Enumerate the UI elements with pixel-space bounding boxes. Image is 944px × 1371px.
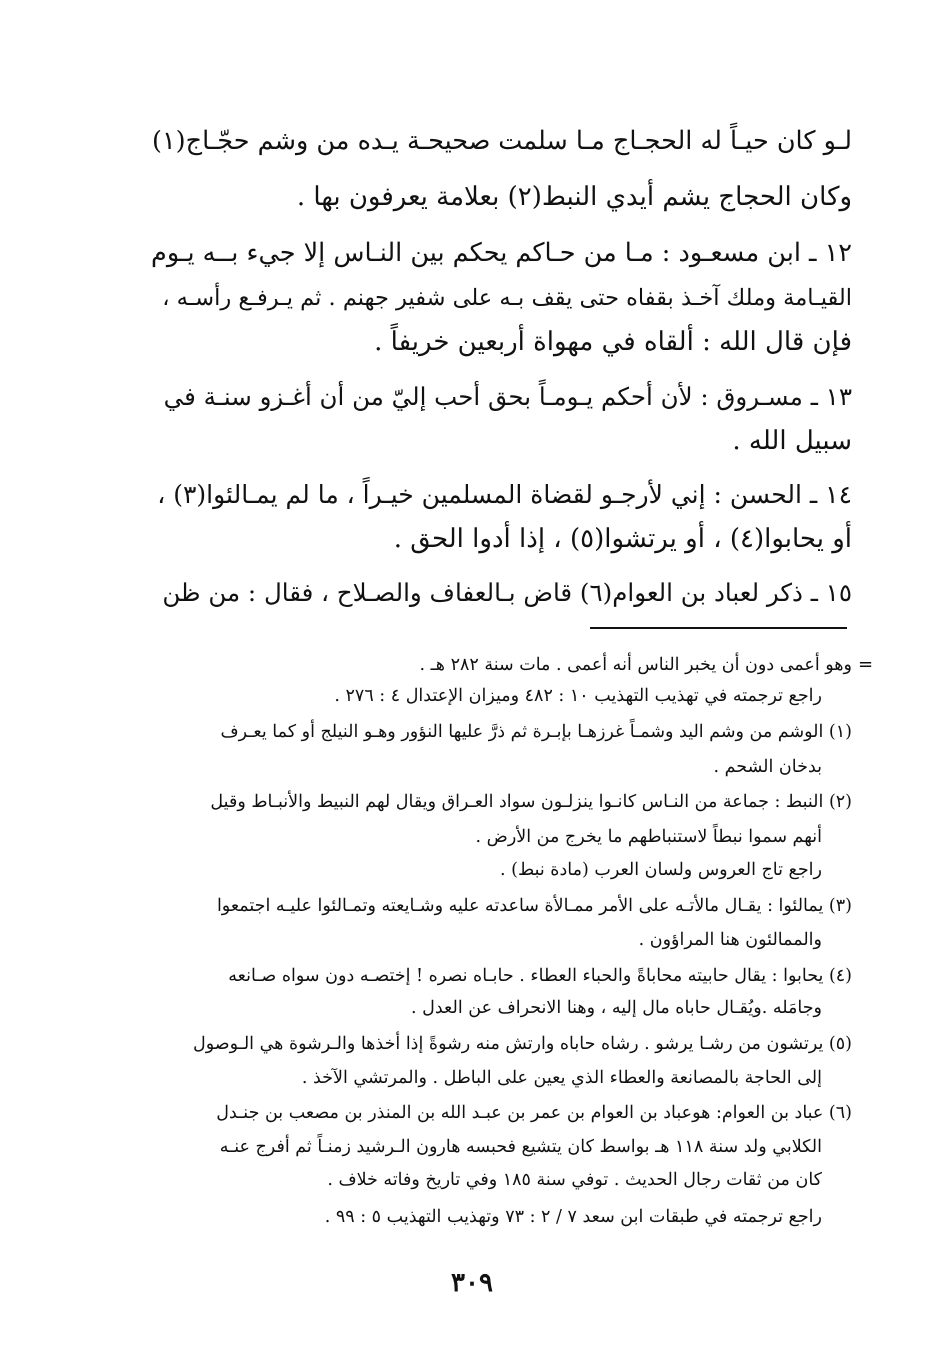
- footnote-line: أنهم سموا نبطاً لاستنباطهم ما يخرج من الأرض .: [475, 827, 822, 847]
- footnote-line: وهو أعمى دون أن يخبر الناس أنه أعمى . مات سنة ٢٨٢ هـ .: [419, 655, 852, 675]
- paragraph-line: ١٤ ـ الحسن : إني لأرجـو لقضاة المسلمين خيـراً ، ما لم يمـالئوا(٣) ،: [157, 480, 852, 509]
- paragraph-line: القيـامة وملك آخـذ بقفاه حتى يقف بـه على شفير جهنم . ثم يـرفـع رأسـه ،: [162, 285, 852, 311]
- poem-hemistich-left: صحيحـة يـده من وشم حجّـاج(١): [152, 126, 491, 156]
- footnote-line: إلى الحاجة بالمصانعة والعطاء الذي يعين على الباطل . والمرتشي الآخذ .: [301, 1068, 822, 1088]
- footnote-line: راجع ترجمته في تهذيب التهذيب ١٠ : ٤٨٢ وميزان الإعتدال ٤ : ٢٧٦ .: [334, 686, 822, 706]
- footnote-line: راجع ترجمته في طبقات ابن سعد ٧ / ٢ : ٧٣ وتهذيب التهذيب ٥ : ٩٩ .: [324, 1207, 822, 1227]
- paragraph-line: سبيل الله .: [732, 426, 852, 456]
- footnote-line: (٦) عباد بن العوام: هوعباد بن العوام بن عمر بن عبـد الله بن المنذر بن مصعب بن جنـدل: [216, 1103, 852, 1123]
- footnote-line: (٢) النبط : جماعة من النـاس كانـوا ينزلـون سواد العـراق ويقال لهم النبيط والأنبـاط وقيل: [210, 792, 852, 812]
- paragraph-line: ١٥ ـ ذكر لعباد بن العوام(٦) قاض بـالعفاف والصـلاح ، فقال : من ظن: [162, 578, 852, 607]
- paragraph-line: وكان الحجاج يشم أيدي النبط(٢) بعلامة يعرفون بها .: [296, 182, 852, 212]
- footnote-continuation-mark: =: [858, 654, 874, 675]
- footnote-line: كان من ثقات رجال الحديث . توفي سنة ١٨٥ وفي تاريخ وفاته خلاف .: [327, 1170, 822, 1190]
- footnote-line: بدخان الشحم .: [713, 757, 822, 777]
- poem-verse: [152, 126, 852, 156]
- page-number: ٣٠٩: [451, 1268, 493, 1298]
- footnote-line: (٥) يرتشون من رشـا يرشو . رشاه حاباه وارتش منه رشوةً إذا أخذها والـرشوة هي الـوصول: [193, 1034, 852, 1054]
- footnote-line: (١) الوشم من وشم اليد وشمـاً غرزهـا بإبـرة ثم ذرَّ عليها النؤور وهـو النيلج أو كما يعـرف: [220, 722, 852, 742]
- footnote-line: الكلابي ولد سنة ١١٨ هـ بواسط كان يتشيع فحبسه هارون الـرشيد زمنـاً ثم أفرج عنـه: [219, 1137, 822, 1157]
- paragraph-line: ١٢ ـ ابن مسعـود : مـا من حـاكم يحكم بين النـاس إلا جيء بــه يـوم: [151, 238, 852, 268]
- paragraph-line: فإن قال الله : ألقاه في مهواة أربعين خريفاً .: [374, 327, 852, 357]
- footnote-separator: [590, 627, 847, 629]
- footnote-line: (٤) يحابوا : يقال حابيته محاباةً والحباء العطاء . حابـاه نصره ! إختصـه دون سواه صـانعه: [228, 966, 852, 986]
- footnote-line: راجع تاج العروس ولسان العرب (مادة نبط) .: [500, 860, 822, 880]
- paragraph-line: أو يحابوا(٤) ، أو يرتشوا(٥) ، إذا أدوا الحق .: [393, 524, 852, 554]
- paragraph-line: ١٣ ـ مسـروق : لأن أحكم يـومـاً بحق أحب إليّ من أن أغـزو سنـة في: [163, 382, 852, 411]
- footnote-line: (٣) يمالئوا : يقـال مالأتـه على الأمر ممـالأة ساعدته عليه وشـايعته وتمـالئوا عليـه اجتمعوا: [216, 896, 852, 916]
- footnote-line: والممالئون هنا المراؤون .: [638, 930, 822, 950]
- footnote-line: وجامَله .ويُقـال حاباه مال إليه ، وهنا الانحراف عن العدل .: [411, 998, 822, 1018]
- poem-hemistich-right: لـو كان حيـاً له الحجـاج مـا سلمت: [498, 126, 852, 156]
